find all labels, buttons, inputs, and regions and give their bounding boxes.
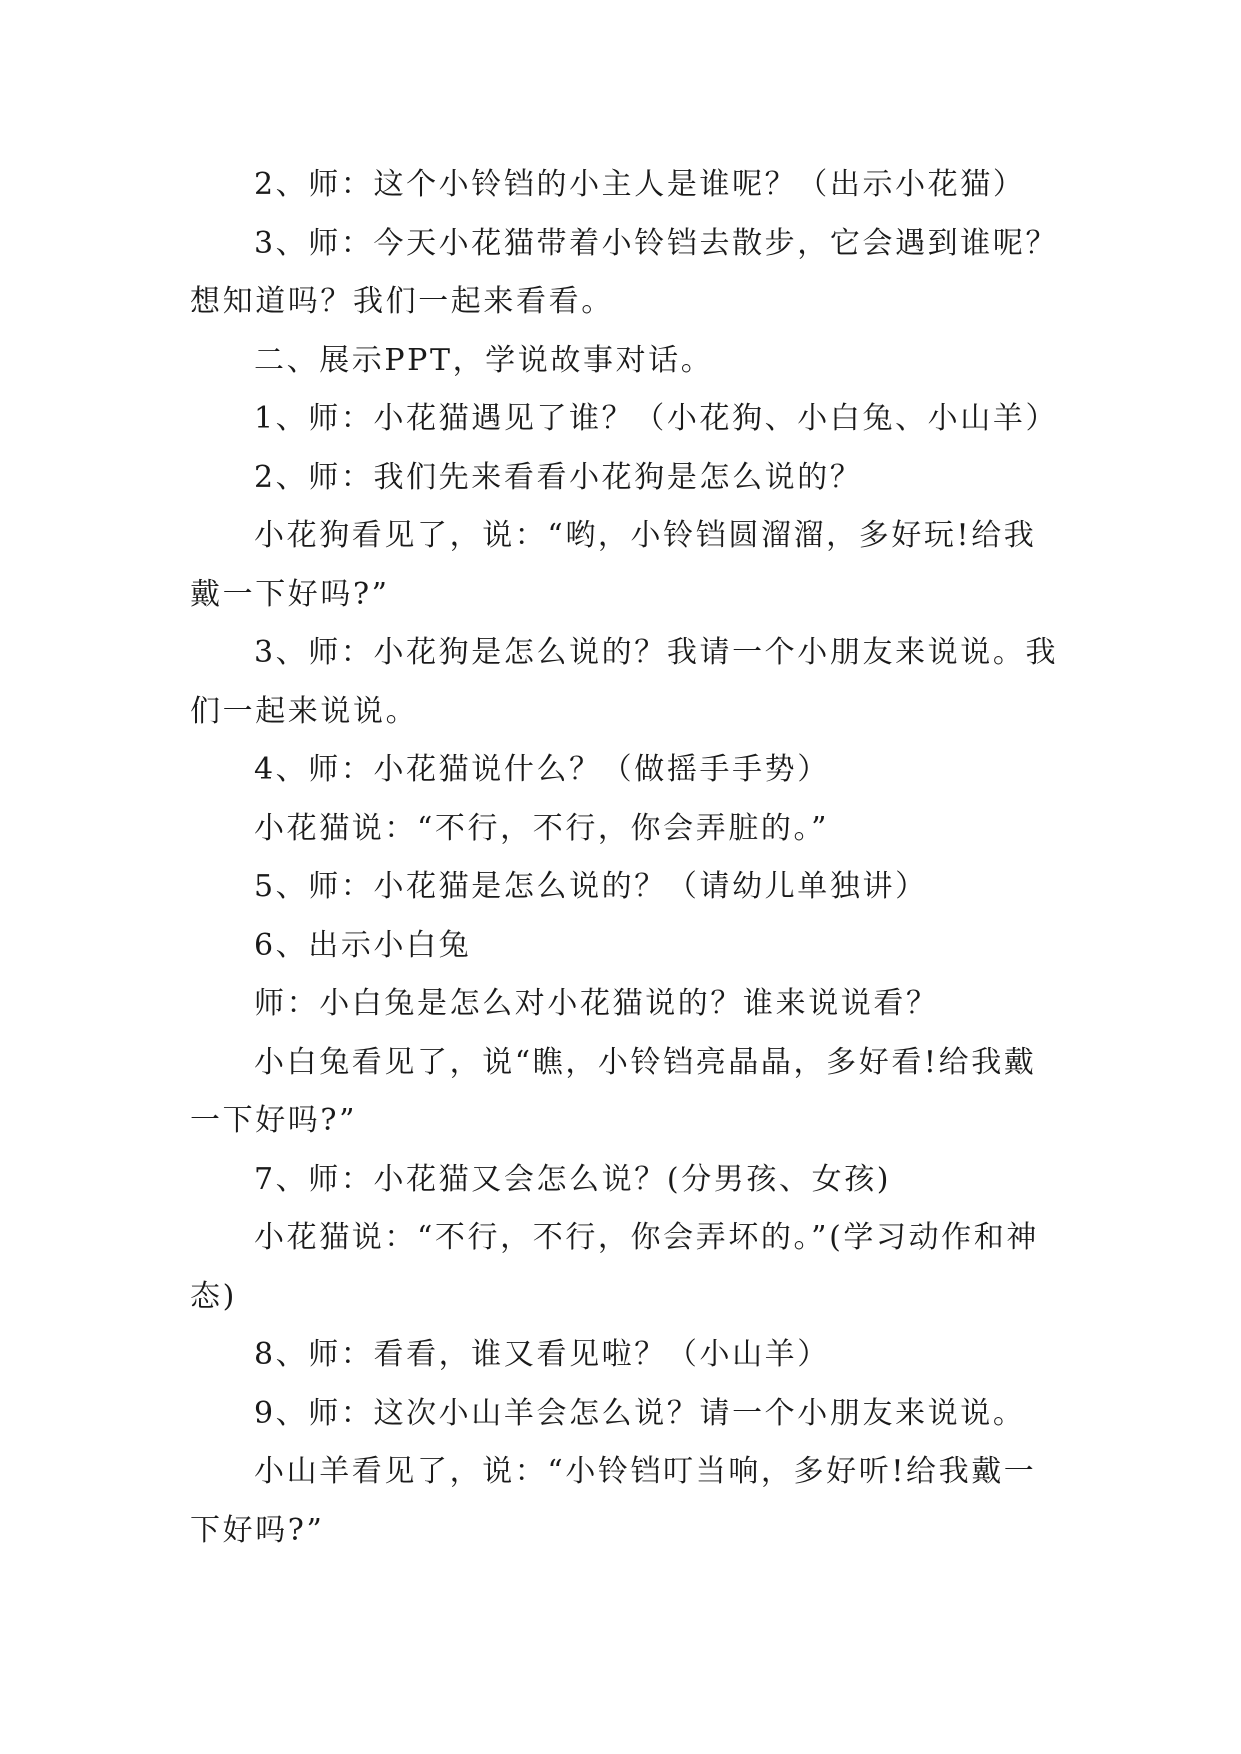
dialogue-line: 小花猫说：“不行，不行，你会弄坏的。”(学习动作和神态) [190, 1220, 1039, 1314]
paragraph: 师：小白兔是怎么对小花猫说的？谁来说说看？ [254, 986, 939, 1021]
dialogue-line: 小花猫说：“不行，不行，你会弄脏的。” [254, 810, 830, 846]
dialogue-line: 小白兔看见了，说“瞧，小铃铛亮晶晶，多好看!给我戴一下好吗?” [190, 1044, 1037, 1138]
paragraph: 1、师：小花猫遇见了谁？（小花狗、小白兔、小山羊） [254, 401, 1059, 436]
paragraph: 6、出示小白兔 [254, 927, 472, 963]
paragraph: 2、师：我们先来看看小花狗是怎么说的？ [254, 459, 863, 495]
dialogue-line: 小花狗看见了，说：“哟，小铃铛圆溜溜，多好玩!给我戴一下好吗?” [190, 518, 1037, 612]
document-body [190, 156, 1060, 1560]
paragraph: 9、师：这次小山羊会怎么说？请一个小朋友来说说。 [254, 1395, 1026, 1431]
dialogue-line: 小山羊看见了，说：“小铃铛叮当响，多好听!给我戴一下好吗?” [190, 1454, 1037, 1548]
paragraph: 4、师：小花猫说什么？（做摇手手势） [254, 752, 830, 787]
paragraph: 3、师：小花狗是怎么说的？我请一个小朋友来说说。我们一起来说说。 [190, 635, 1059, 729]
section-heading: 二、展示PPT，学说故事对话。 [254, 342, 714, 378]
paragraph: 2、师：这个小铃铛的小主人是谁呢？（出示小花猫） [254, 167, 1026, 202]
paragraph: 5、师：小花猫是怎么说的？（请幼儿单独讲） [254, 869, 928, 904]
paragraph: 7、师：小花猫又会怎么说？(分男孩、女孩) [254, 1161, 892, 1197]
paragraph: 3、师：今天小花猫带着小铃铛去散步，它会遇到谁呢？想知道吗？我们一起来看看。 [190, 225, 1059, 319]
paragraph: 8、师：看看，谁又看见啦？（小山羊） [254, 1337, 830, 1372]
